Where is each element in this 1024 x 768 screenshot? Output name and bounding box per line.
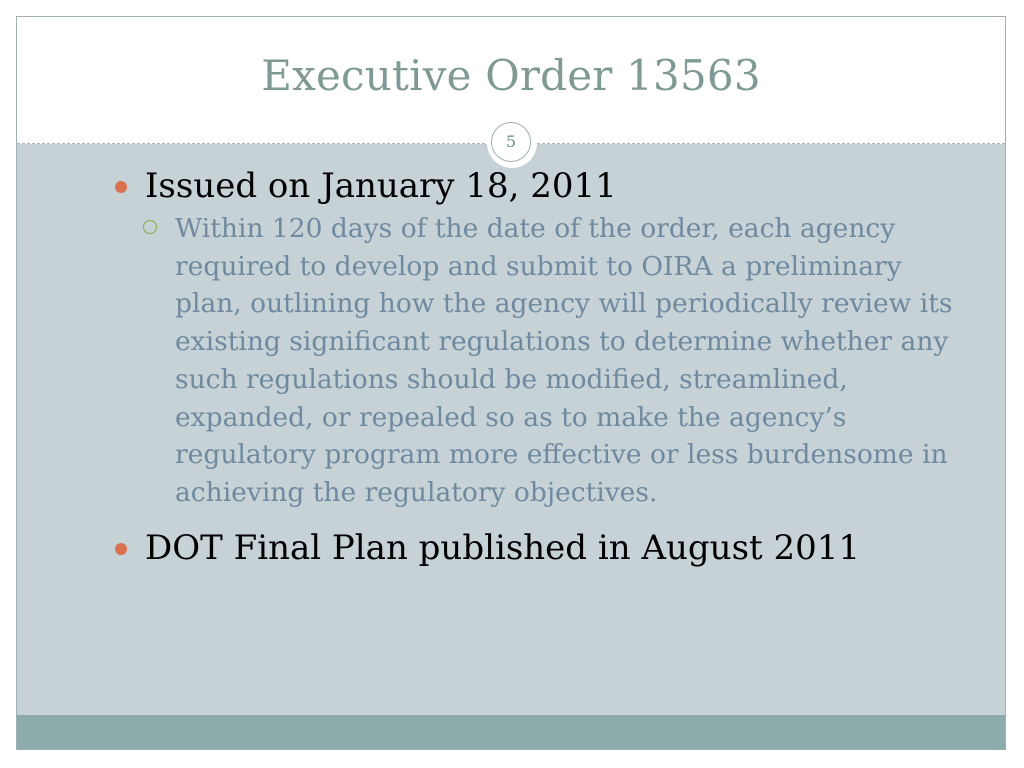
slide: [16, 16, 1006, 750]
sub-bullet-item: [17, 210, 1005, 512]
bullet-dot-icon: [115, 181, 127, 193]
bullet-item: [17, 165, 1005, 207]
slide-title: Executive Order 13563: [261, 51, 761, 100]
footer-band: [17, 715, 1005, 749]
slide-content: [17, 165, 1005, 569]
sub-bullet-ring-icon: [143, 220, 157, 234]
bullet-dot-icon: [115, 543, 127, 555]
slide-number-badge: [487, 118, 537, 168]
sub-bullet-text: Within 120 days of the date of the order, each agency required to develop and submit to OIRA a preliminary plan, outlining how the agency will periodically review its existing significant regulations to determine whether any such regulations should be modified, streamlined, expanded, or repealed so as to make the agency’s regulatory program more effective or less burdensome in achieving the regulatory objectives.: [175, 213, 953, 508]
bullet-item: [17, 527, 1005, 569]
slide-number: 5: [491, 122, 531, 162]
bullet-text: DOT Final Plan published in August 2011: [145, 527, 861, 568]
bullet-text: Issued on January 18, 2011: [145, 166, 617, 206]
